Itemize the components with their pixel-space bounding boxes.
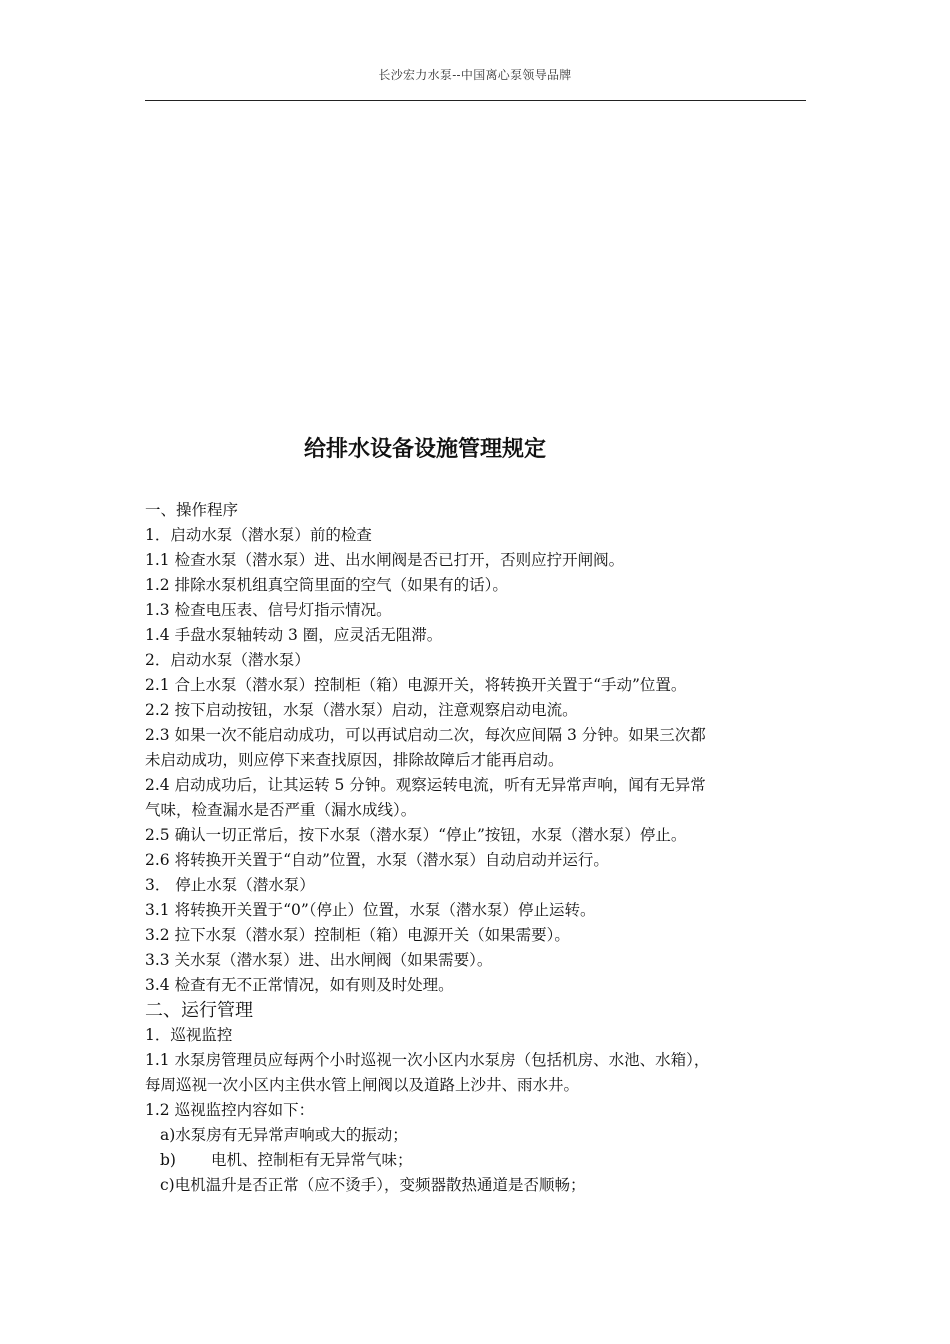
paragraph-line: 3.4 检查有无不正常情况，如有则及时处理。 xyxy=(145,976,454,994)
list-item: a)水泵房有无异常声响或大的振动； xyxy=(160,1126,408,1144)
paragraph-line: 2.4 启动成功后，让其运转 5 分钟。观察运转电流，听有无异常声响，闻有无异常 xyxy=(145,776,706,794)
paragraph-line: 2.3 如果一次不能启动成功，可以再试启动二次，每次应间隔 3 分钟。如果三次都 xyxy=(145,726,706,744)
list-item-text: 电机、控制柜有无异常气味； xyxy=(211,1151,413,1169)
section-heading: 一、操作程序 xyxy=(145,501,239,519)
paragraph-line: 2.2 按下启动按钮，水泵（潜水泵）启动，注意观察启动电流。 xyxy=(145,701,578,719)
header-divider xyxy=(145,100,806,101)
paragraph-line: 2.6 将转换开关置于“自动”位置，水泵（潜水泵）自动启动并运行。 xyxy=(145,851,609,869)
list-item-label: b) xyxy=(160,1151,176,1169)
paragraph-line: 每周巡视一次小区内主供水管上闸阀以及道路上沙井、雨水井。 xyxy=(145,1076,580,1094)
subsection-heading: 1．启动水泵（潜水泵）前的检查 xyxy=(145,526,372,544)
section-heading: 二、运行管理 xyxy=(145,1000,253,1021)
header-text: 长沙宏力水泵--中国离心泵领导品牌 xyxy=(378,68,572,82)
paragraph-line: 1.2 排除水泵机组真空筒里面的空气（如果有的话）。 xyxy=(145,576,508,594)
paragraph-line: 未启动成功，则应停下来查找原因，排除故障后才能再启动。 xyxy=(145,751,564,769)
paragraph-line: 3.2 拉下水泵（潜水泵）控制柜（箱）电源开关（如果需要）。 xyxy=(145,926,570,944)
paragraph-line: 1.2 巡视监控内容如下： xyxy=(145,1101,315,1119)
paragraph-line: 1.1 水泵房管理员应每两个小时巡视一次小区内水泵房（包括机房、水池、水箱）， xyxy=(145,1051,710,1069)
list-item xyxy=(145,1148,810,1173)
document-body xyxy=(145,498,810,1198)
paragraph-line: 气味，检查漏水是否严重（漏水成线）。 xyxy=(145,801,417,819)
subsection-heading: 1．巡视监控 xyxy=(145,1026,233,1044)
subsection-heading: 2．启动水泵（潜水泵） xyxy=(145,651,310,669)
paragraph-line: 2.5 确认一切正常后，按下水泵（潜水泵）“停止”按钮，水泵（潜水泵）停止。 xyxy=(145,826,687,844)
subsection-heading: 3． 停止水泵（潜水泵） xyxy=(145,876,315,894)
paragraph-line: 1.4 手盘水泵轴转动 3 圈，应灵活无阻滞。 xyxy=(145,626,443,644)
paragraph-line: 3.1 将转换开关置于“0”（停止）位置，水泵（潜水泵）停止运转。 xyxy=(145,901,596,919)
paragraph-line: 1.3 检查电压表、信号灯指示情况。 xyxy=(145,601,392,619)
document-title: 给排水设备设施管理规定 xyxy=(303,437,546,462)
paragraph-line: 1.1 检查水泵（潜水泵）进、出水闸阀是否已打开，否则应拧开闸阀。 xyxy=(145,551,625,569)
paragraph-line: 3.3 关水泵（潜水泵）进、出水闸阀（如果需要）。 xyxy=(145,951,493,969)
list-item: c)电机温升是否正常（应不烫手），变频器散热通道是否顺畅； xyxy=(160,1176,586,1194)
paragraph-line: 2.1 合上水泵（潜水泵）控制柜（箱）电源开关，将转换开关置于“手动”位置。 xyxy=(145,676,687,694)
